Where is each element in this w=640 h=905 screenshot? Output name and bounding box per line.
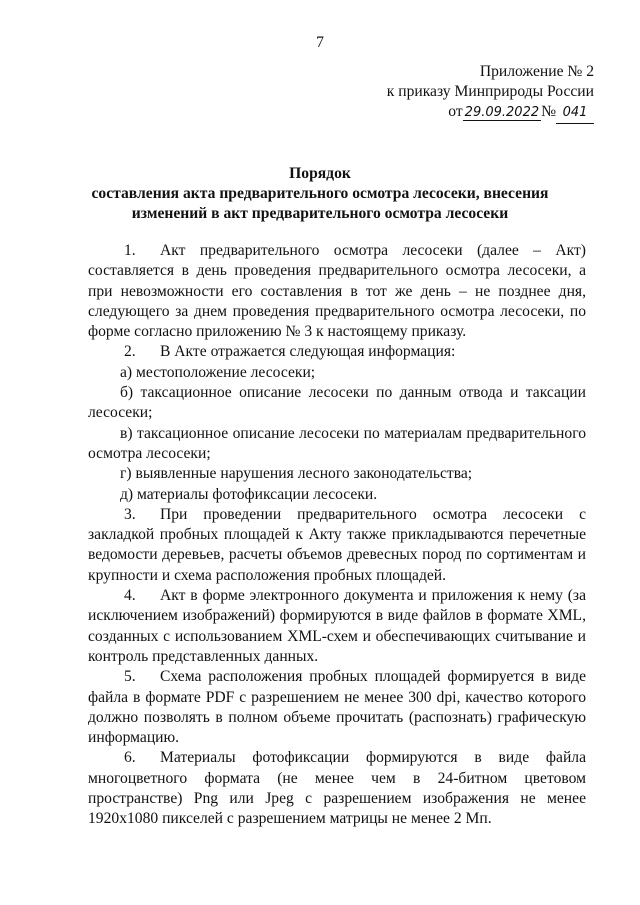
title-line-3: изменений в акт предварительного осмотра лесосеки [131,205,509,222]
paragraph-6 [88,748,586,829]
appendix-date-prefix: от [448,103,463,120]
list-item-b: б) таксационное описание лесосеки по данным отвода и таксации лесосеки; [88,384,586,422]
paragraph-4-number: 4. [124,587,136,605]
list-item-a: а) местоположение лесосеки; [120,363,316,381]
title-line-2: составления акта предварительного осмотра лесосеки, внесения [91,185,549,202]
document-body [88,241,586,830]
handwritten-date: 29.09.2022 [464,105,540,120]
page-number: 7 [316,34,324,51]
paragraph-6-text: Материалы фотофиксации формируются в виде файла многоцветного формата (не менее чем в 24-битном цветовом пространстве) Png или Jpeg с разрешением изображения не менее 1920x1080 пикселей с разрешением матрицы не менее 2 Мп. [88,749,586,828]
paragraph-3-number: 3. [124,505,136,523]
paragraph-1 [88,241,586,342]
paragraph-1-text: Акт предварительного осмотра лесосеки (далее – Акт) составляется в день проведения предварительного осмотра лесосеки, а при невозможности его составления в тот же день – не позднее дня, следующего за днем проведения предварительного осмотра лесосеки, по форме согласно приложению № 3 к настоящему приказу. [88,242,586,341]
paragraph-2-number: 2. [124,343,136,361]
paragraph-3-text: При проведении предварительного осмотра лесосеки с закладкой пробных площадей к Акту также прикладываются перечетные ведомости деревьев, расчеты объемов древесных пород по сортиментам и крупности и схема расположения пробных площадей. [88,505,586,584]
appendix-header [380,62,594,124]
paragraph-4 [88,586,586,667]
paragraph-5-text: Схема расположения пробных площадей формируется в виде файла в формате PDF с разрешением не менее 300 dpi, качество которого должно позволять в полном объеме прочитать (распознать) графическую информацию. [88,668,586,747]
appendix-order-ref: к приказу Минприроды России [386,83,594,100]
list-item-g: г) выявленные нарушения лесного законодательства; [120,465,473,483]
appendix-title: Приложение № 2 [479,63,594,80]
paragraph-6-number: 6. [124,749,136,767]
paragraph-3 [88,505,586,586]
document-title [60,164,580,224]
paragraph-5-number: 5. [124,668,136,686]
paragraph-4-text: Акт в форме электронного документа и приложения к нему (за исключением изображений) формируются в виде файлов в формате XML, созданных с использованием XML-схем и обеспечивающих считывание и контроль представленных данных. [88,587,586,665]
paragraph-5 [88,667,586,748]
paragraph-1-number: 1. [124,242,136,259]
handwritten-order-number: 041 [556,103,594,124]
title-line-1: Порядок [289,165,351,182]
paragraph-2-text: В Акте отражается следующая информация: [160,343,456,361]
list-item-d: д) материалы фотофиксации лесосеки. [120,485,378,503]
appendix-number-sign: № [541,103,556,120]
appendix-date-line [380,102,594,124]
paragraph-2 [88,342,586,362]
list-item-v: в) таксационное описание лесосеки по материалам предварительного осмотра лесосеки; [88,424,586,462]
